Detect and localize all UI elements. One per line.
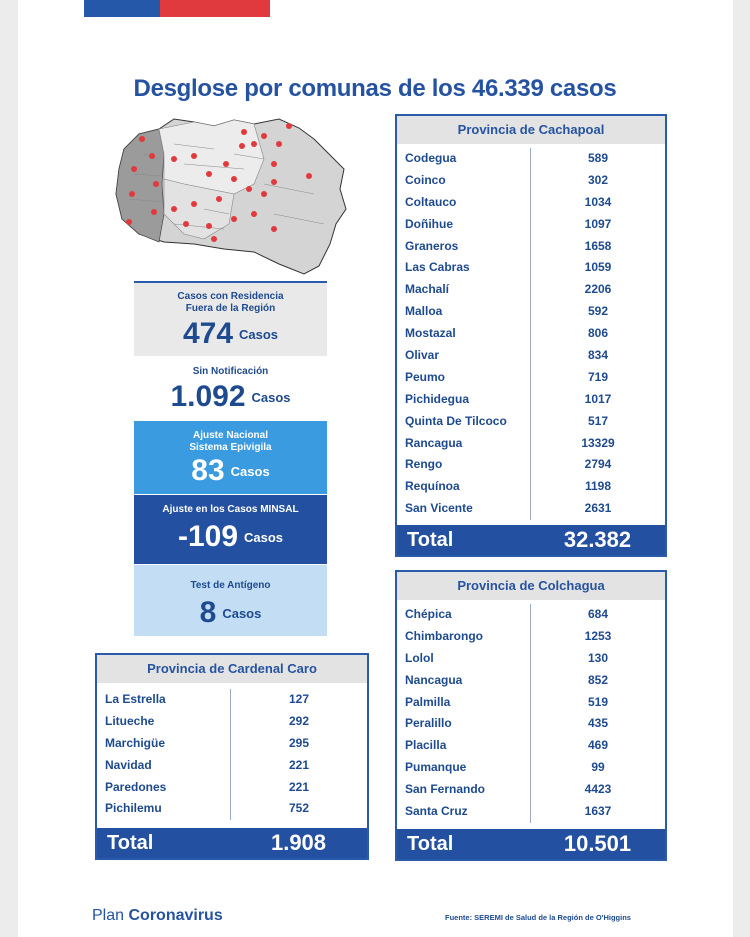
commune-name: Peumo xyxy=(405,369,446,384)
commune-name: Requínoa xyxy=(405,479,460,494)
commune-name: Olivar xyxy=(405,348,440,363)
flag-blue-stripe xyxy=(84,0,160,17)
commune-name: Placilla xyxy=(405,738,447,753)
table-row xyxy=(397,498,665,520)
table-row xyxy=(397,757,665,779)
commune-cases: 469 xyxy=(530,735,665,757)
total-label: Total xyxy=(407,529,454,551)
total-value: 1.908 xyxy=(270,830,327,855)
colchagua-total-row xyxy=(397,829,665,859)
commune-name: Graneros xyxy=(405,238,459,253)
table-row xyxy=(397,236,665,258)
ajuste-nacional-box xyxy=(134,421,327,494)
commune-cases: 1034 xyxy=(530,192,665,214)
commune-cases: 1658 xyxy=(530,236,665,258)
commune-cases: 221 xyxy=(230,755,367,777)
table-row xyxy=(397,454,665,476)
commune-name: San Vicente xyxy=(405,501,473,516)
commune-name: Malloa xyxy=(405,304,443,319)
total-label: Total xyxy=(107,832,154,854)
table-row xyxy=(397,192,665,214)
commune-cases: 130 xyxy=(530,648,665,670)
commune-name: Peralillo xyxy=(405,716,452,731)
commune-cases: 834 xyxy=(530,345,665,367)
cardenal-caro-table xyxy=(95,653,369,860)
table-row xyxy=(397,214,665,236)
commune-cases: 99 xyxy=(530,757,665,779)
commune-cases: 1637 xyxy=(530,801,665,823)
table-row xyxy=(397,148,665,170)
table-row xyxy=(397,367,665,389)
commune-cases: 292 xyxy=(230,711,367,733)
table-row xyxy=(97,733,367,755)
colchagua-header: Provincia de Colchagua xyxy=(397,572,665,600)
commune-name: Chimbarongo xyxy=(405,628,483,643)
commune-name: Pichidegua xyxy=(405,391,470,406)
table-row xyxy=(397,389,665,411)
sin-notificacion-box xyxy=(134,358,327,420)
test-antigeno-unit: Casos xyxy=(222,605,262,621)
page-title: Desglose por comunas de los 46.339 casos xyxy=(133,75,617,102)
commune-name: Santa Cruz xyxy=(405,804,468,819)
ajuste-nacional-value: 83 xyxy=(191,454,225,487)
cachapoal-total-row xyxy=(397,525,665,555)
commune-name: Lolol xyxy=(405,650,434,665)
cachapoal-header: Provincia de Cachapoal xyxy=(397,116,665,144)
residencia-label-1: Casos con Residencia xyxy=(177,291,284,302)
table-row xyxy=(397,713,665,735)
commune-cases: 517 xyxy=(530,411,665,433)
table-row xyxy=(397,323,665,345)
table-row xyxy=(397,692,665,714)
commune-name: Navidad xyxy=(105,757,152,772)
table-row xyxy=(397,779,665,801)
commune-name: Nancagua xyxy=(405,672,463,687)
test-antigeno-box xyxy=(134,565,327,636)
commune-name: Pichilemu xyxy=(105,801,162,816)
commune-name: Mostazal xyxy=(405,326,456,341)
commune-name: Marchigüe xyxy=(105,735,166,750)
table-row xyxy=(397,345,665,367)
commune-name: Codegua xyxy=(405,151,457,165)
total-value: 10.501 xyxy=(563,831,632,856)
commune-cases: 1198 xyxy=(530,476,665,498)
ajuste-minsal-label: Ajuste en los Casos MINSAL xyxy=(162,504,299,515)
ajuste-nacional-unit: Casos xyxy=(230,463,270,479)
cardenal_caro-total-row xyxy=(97,828,367,858)
footer-source: Fuente: SEREMI de Salud de la Región de O'Higgins xyxy=(445,913,631,922)
sin-notificacion-value: 1.092 xyxy=(170,380,246,413)
table-row xyxy=(397,626,665,648)
commune-cases: 4423 xyxy=(530,779,665,801)
commune-name: La Estrella xyxy=(105,692,166,706)
residencia-fuera-region-box xyxy=(134,281,327,356)
commune-cases: 1017 xyxy=(530,389,665,411)
commune-cases: 592 xyxy=(530,301,665,323)
commune-cases: 684 xyxy=(530,604,665,626)
commune-name: Chépica xyxy=(405,607,452,621)
table-row xyxy=(397,411,665,433)
commune-name: Pumanque xyxy=(405,760,467,775)
commune-name: Palmilla xyxy=(405,694,451,709)
commune-cases: 2206 xyxy=(530,279,665,301)
table-row xyxy=(97,798,367,820)
table-row xyxy=(397,801,665,823)
table-row xyxy=(397,604,665,626)
commune-name: Quinta De Tilcoco xyxy=(405,413,507,428)
commune-cases: 127 xyxy=(230,689,367,711)
table-row xyxy=(397,279,665,301)
table-row xyxy=(397,433,665,455)
total-value: 32.382 xyxy=(563,527,632,552)
commune-name: Rancagua xyxy=(405,435,463,450)
table-row xyxy=(397,476,665,498)
commune-cases: 13329 xyxy=(530,433,665,455)
commune-name: Doñihue xyxy=(405,216,453,231)
total-label: Total xyxy=(407,833,454,855)
commune-name: Coinco xyxy=(405,172,446,187)
commune-cases: 806 xyxy=(530,323,665,345)
commune-cases: 221 xyxy=(230,777,367,799)
table-row xyxy=(97,711,367,733)
ajuste-nacional-label-2: Sistema Epivigila xyxy=(189,442,272,453)
commune-name: San Fernando xyxy=(405,782,486,797)
residencia-label-2: Fuera de la Región xyxy=(185,303,276,314)
ajuste-nacional-label-1: Ajuste Nacional xyxy=(192,430,269,441)
cachapoal-table xyxy=(395,114,667,557)
residencia-unit: Casos xyxy=(239,326,279,342)
commune-cases: 1059 xyxy=(530,257,665,279)
commune-name: Las Cabras xyxy=(405,260,470,275)
commune-cases: 435 xyxy=(530,713,665,735)
commune-cases: 295 xyxy=(230,733,367,755)
table-row xyxy=(397,648,665,670)
table-row xyxy=(97,777,367,799)
commune-cases: 752 xyxy=(230,798,367,820)
commune-cases: 2794 xyxy=(530,454,665,476)
commune-cases: 852 xyxy=(530,670,665,692)
test-antigeno-value: 8 xyxy=(199,596,217,629)
commune-cases: 302 xyxy=(530,170,665,192)
flag-red-stripe xyxy=(160,0,270,17)
commune-name: Litueche xyxy=(105,713,155,728)
commune-name: Coltauco xyxy=(405,194,457,209)
commune-cases: 2631 xyxy=(530,498,665,520)
commune-name: Rengo xyxy=(405,457,443,472)
commune-name: Machalí xyxy=(405,282,450,297)
table-row xyxy=(397,170,665,192)
commune-cases: 719 xyxy=(530,367,665,389)
cardenal_caro-header: Provincia de Cardenal Caro xyxy=(97,655,367,683)
region-map xyxy=(114,114,349,279)
commune-cases: 519 xyxy=(530,692,665,714)
sin-notificacion-label: Sin Notificación xyxy=(192,366,269,377)
ajuste-minsal-value: -109 xyxy=(177,520,238,553)
ajuste-minsal-unit: Casos xyxy=(244,529,284,545)
sin-notificacion-unit: Casos xyxy=(251,389,291,405)
test-antigeno-label: Test de Antígeno xyxy=(190,580,271,591)
table-row xyxy=(97,755,367,777)
table-row xyxy=(397,257,665,279)
footer-coronavirus: Coronavirus xyxy=(128,907,223,924)
commune-name: Paredones xyxy=(105,779,167,794)
ajuste-minsal-box xyxy=(134,495,327,564)
commune-cases: 589 xyxy=(530,148,665,170)
table-row xyxy=(397,670,665,692)
table-row xyxy=(397,735,665,757)
colchagua-table xyxy=(395,570,667,861)
footer-plan: Plan xyxy=(92,907,125,924)
table-row xyxy=(97,689,367,711)
footer-plan-coronavirus xyxy=(92,907,223,925)
table-row xyxy=(397,301,665,323)
residencia-value: 474 xyxy=(182,317,234,350)
commune-cases: 1253 xyxy=(530,626,665,648)
commune-cases: 1097 xyxy=(530,214,665,236)
